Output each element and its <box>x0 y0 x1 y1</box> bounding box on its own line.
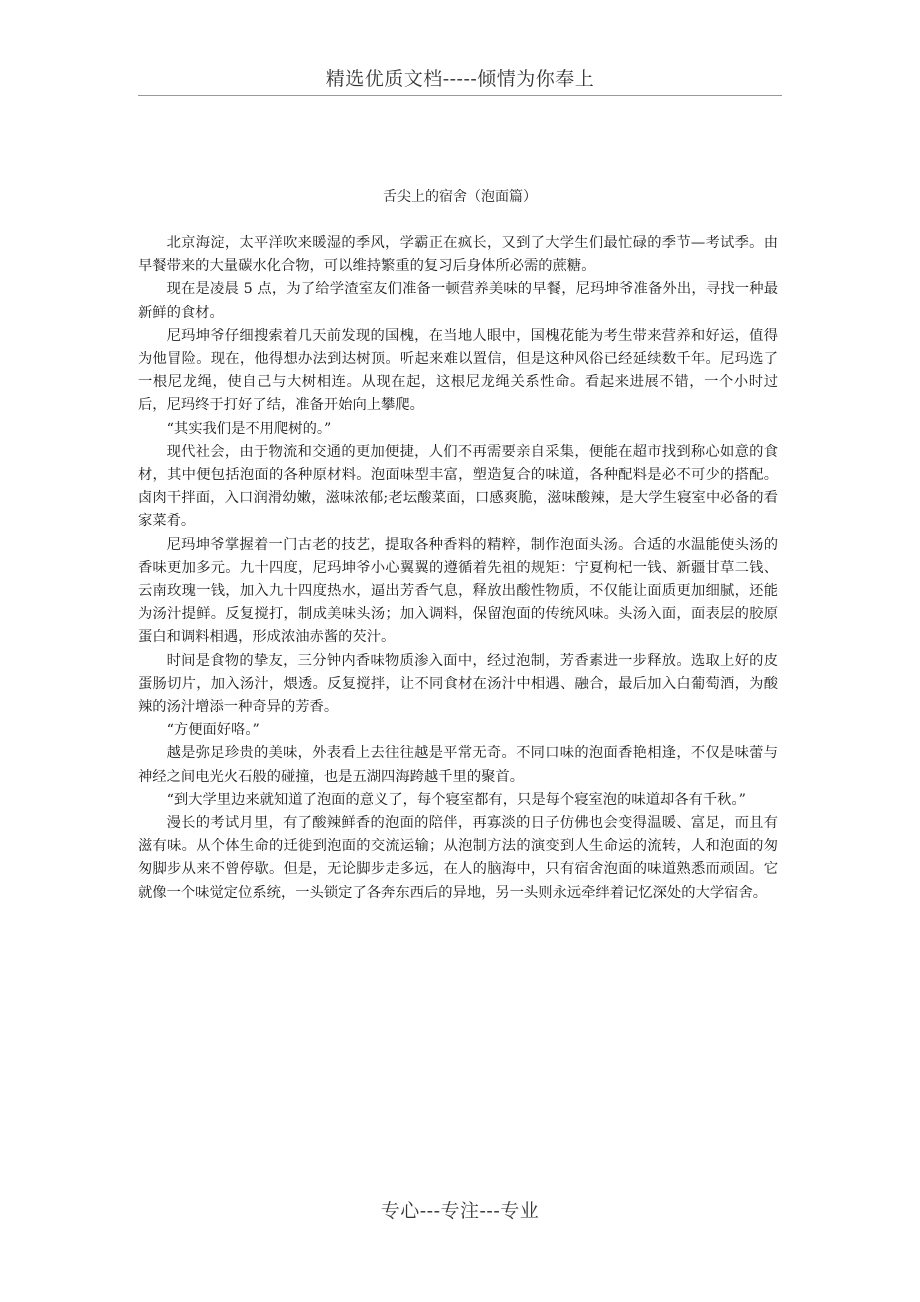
paragraph: 现在是凌晨 5 点，为了给学渣室友们准备一顿营养美味的早餐，尼玛坤爷准备外出，寻找一种最新鲜的食材。 <box>138 281 778 321</box>
page-header: 精选优质文档-----倾情为你奉上 <box>325 68 595 90</box>
header-divider <box>138 95 782 96</box>
paragraph: 尼玛坤爷仔细搜索着几天前发现的国槐，在当地人眼中，国槐花能为考生带来营养和好运，值得为他冒险。现在，他得想办法到达树顶。听起来难以置信，但是这种风俗已经延续数千年。尼玛选了一根尼龙绳，使自己与大树相连。从现在起，这根尼龙绳关系性命。看起来进展不错，一个小时过后，尼玛终于打好了结，准备开始向上攀爬。 <box>138 327 778 414</box>
paragraph: 现代社会，由于物流和交通的更加便捷，人们不再需要亲自采集，便能在超市找到称心如意的食材，其中便包括泡面的各种原材料。泡面味型丰富，塑造复合的味道，各种配料是必不可少的搭配。卤肉干拌面，入口润滑幼嫩，滋味浓郁;老坛酸菜面，口感爽脆，滋味酸辣，是大学生寝室中必备的看家菜肴。 <box>138 443 778 530</box>
paragraph: “方便面好咯。” <box>166 722 260 739</box>
paragraph: “到大学里边来就知道了泡面的意义了，每个寝室都有，只是每个寝室泡的味道却各有千秋。” <box>166 791 746 808</box>
paragraph: 越是弥足珍贵的美味，外表看上去往往越是平常无奇。不同口味的泡面香艳相逢，不仅是味蕾与神经之间电光火石般的碰撞，也是五湖四海跨越千里的聚首。 <box>138 745 778 785</box>
paragraph: 尼玛坤爷掌握着一门古老的技艺，提取各种香料的精粹，制作泡面头汤。合适的水温能使头汤的香味更加多元。九十四度，尼玛坤爷小心翼翼的遵循着先祖的规矩：宁夏枸杞一钱、新疆甘草二钱、云南玫瑰一钱，加入九十四度热水，逼出芳香气息，释放出酸性物质，不仅能让面质更加细腻，还能为汤汁提鲜。反复搅打，制成美味头汤；加入调料，保留泡面的传统风味。头汤入面，面表层的胶原蛋白和调料相遇，形成浓油赤酱的芡汁。 <box>138 536 778 646</box>
paragraph: 漫长的考试月里，有了酸辣鲜香的泡面的陪伴，再寡淡的日子仿佛也会变得温暖、富足，而且有滋有味。从个体生命的迁徙到泡面的交流运输；从泡制方法的演变到人生命运的流转，人和泡面的匆匆脚步从来不曾停歇。但是，无论脚步走多远，在人的脑海中，只有宿舍泡面的味道熟悉而顽固。它就像一个味觉定位系统，一头锁定了各奔东西后的异地，另一头则永远牵绊着记忆深处的大学宿舍。 <box>138 815 778 901</box>
paragraph: 北京海淀，太平洋吹来暖湿的季风，学霸正在疯长，又到了大学生们最忙碌的季节—考试季。由早餐带来的大量碳水化合物，可以维持繁重的复习后身体所必需的蔗糖。 <box>138 235 778 275</box>
document-body <box>138 232 778 905</box>
paragraph: 时间是食物的挚友，三分钟内香味物质渗入面中，经过泡制，芳香素进一步释放。选取上好的皮蛋肠切片，加入汤汁，煨透。反复搅拌，让不同食材在汤汁中相遇、融合，最后加入白葡萄酒，为酸辣的汤汁增添一种奇异的芳香。 <box>138 652 778 716</box>
page-footer: 专心---专注---专业 <box>380 1200 540 1222</box>
paragraph: “其实我们是不用爬树的。” <box>166 420 332 437</box>
document-title: 舌尖上的宿舍（泡面篇） <box>383 189 537 205</box>
